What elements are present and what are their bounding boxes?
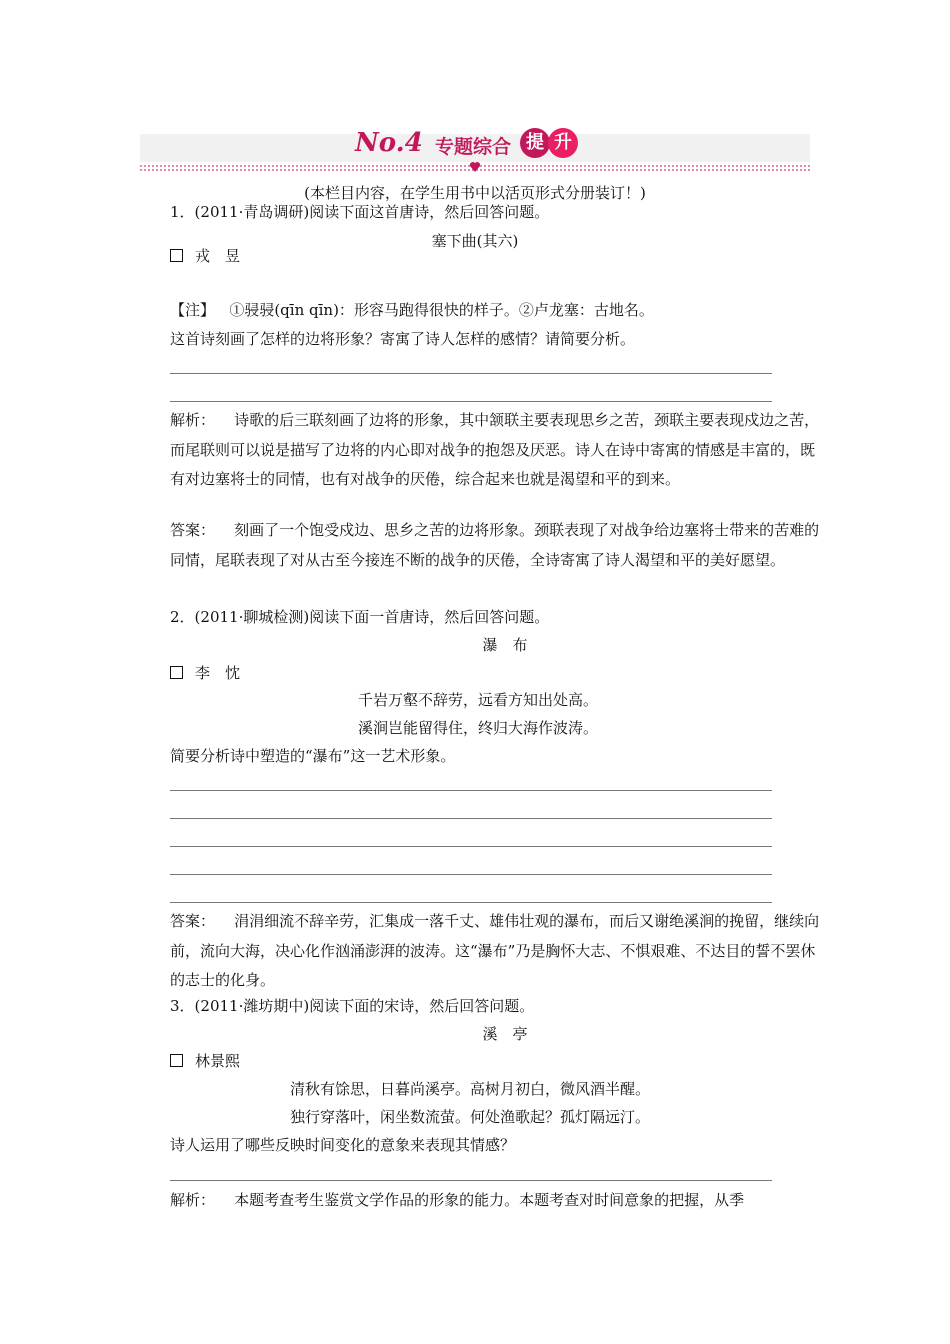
q2-poem-line-1: 千岩万壑不辞劳，远看方知出处高。	[358, 691, 599, 709]
answer-rule	[170, 874, 772, 875]
q3-analysis-text: 本题考查考生鉴赏文学作品的形象的能力。本题考查对时间意象的把握，从季	[234, 1191, 745, 1209]
q1-analysis-text: 诗歌的后三联刻画了边将的形象，其中颔联主要表现思乡之苦，颈联主要表现戍边之苦，而尾联则可以说是描写了边将的内心即对战争的抱怨及厌恶。诗人在诗中寄寓的情感是丰富的，既有对边塞将士的同情，也有对战争的厌倦，综合起来也就是渴望和平的到来。	[170, 411, 820, 488]
section-title-bubble-2: 升	[548, 128, 578, 158]
q2-author: 李 忱	[195, 664, 241, 682]
answer-rule	[170, 1180, 772, 1181]
q2-poem-line-2: 溪涧岂能留得住，终归大海作波涛。	[358, 719, 599, 737]
q3-analysis	[170, 1190, 744, 1210]
checkbox-icon	[170, 666, 183, 679]
q1-poem-title: 塞下曲(其六)	[431, 232, 519, 250]
q1-answer-label: 答案：	[170, 521, 216, 539]
q2-answer	[170, 907, 825, 996]
q2-author-line	[170, 663, 240, 683]
checkbox-icon	[170, 1054, 183, 1067]
q1-answer	[170, 516, 825, 575]
q3-analysis-label: 解析：	[170, 1191, 216, 1209]
section-title: 专题综合	[435, 136, 512, 158]
answer-rule	[170, 818, 772, 819]
q3-author-line	[170, 1051, 240, 1071]
q1-answer-text: 刻画了一个饱受戍边、思乡之苦的边将形象。颈联表现了对战争给边塞将士带来的苦难的同情，尾联表现了对从古至今接连不断的战争的厌倦，全诗寄寓了诗人渴望和平的美好愿望。	[170, 521, 820, 569]
q3-stem: 3．(2011·潍坊期中)阅读下面的宋诗，然后回答问题。	[170, 997, 535, 1015]
answer-rule	[170, 373, 772, 374]
checkbox-icon	[170, 249, 183, 262]
q1-note-text: ①骎骎(qīn qīn)：形容马跑得很快的样子。②卢龙塞：古地名。	[229, 301, 654, 319]
q2-question: 简要分析诗中塑造的“瀑布”这一艺术形象。	[170, 747, 456, 765]
q1-author: 戎 昱	[195, 247, 241, 265]
answer-rule	[170, 790, 772, 791]
section-number: No.4	[355, 128, 423, 158]
answer-rule	[170, 401, 772, 402]
q1-analysis-label: 解析：	[170, 411, 216, 429]
q1-note-label: 【注】	[170, 301, 216, 319]
q2-answer-label: 答案：	[170, 912, 216, 930]
q1-question: 这首诗刻画了怎样的边将形象？寄寓了诗人怎样的感情？请简要分析。	[170, 330, 636, 348]
q1-author-line	[170, 246, 240, 266]
q3-question: 诗人运用了哪些反映时间变化的意象来表现其情感？	[170, 1136, 516, 1154]
q3-author: 林景熙	[195, 1052, 241, 1070]
section-title-bubble-1: 提	[520, 128, 550, 158]
q1-analysis	[170, 406, 825, 495]
q3-poem-line-2: 独行穿落叶，闲坐数流萤。何处渔歌起？孤灯隔远汀。	[290, 1108, 651, 1126]
q1-stem: 1．(2011·青岛调研)阅读下面这首唐诗，然后回答问题。	[170, 203, 550, 221]
answer-rule	[170, 846, 772, 847]
q3-poem-line-1: 清秋有馀思，日暮尚溪亭。高树月初白，微风酒半醒。	[290, 1080, 651, 1098]
binding-note: (本栏目内容，在学生用书中以活页形式分册装订！)	[304, 184, 646, 202]
q3-poem-title: 溪 亭	[482, 1025, 528, 1043]
q2-stem: 2．(2011·聊城检测)阅读下面一首唐诗，然后回答问题。	[170, 608, 550, 626]
q2-answer-text: 涓涓细流不辞辛劳，汇集成一落千丈、雄伟壮观的瀑布，而后又谢绝溪涧的挽留，继续向前，流向大海，决心化作汹涌澎湃的波涛。这“瀑布”乃是胸怀大志、不惧艰难、不达目的誓不罢休的志士的化身。	[170, 912, 820, 989]
section-banner	[140, 124, 810, 176]
q2-poem-title: 瀑 布	[482, 636, 528, 654]
answer-rule	[170, 902, 772, 903]
q1-note	[170, 300, 654, 320]
